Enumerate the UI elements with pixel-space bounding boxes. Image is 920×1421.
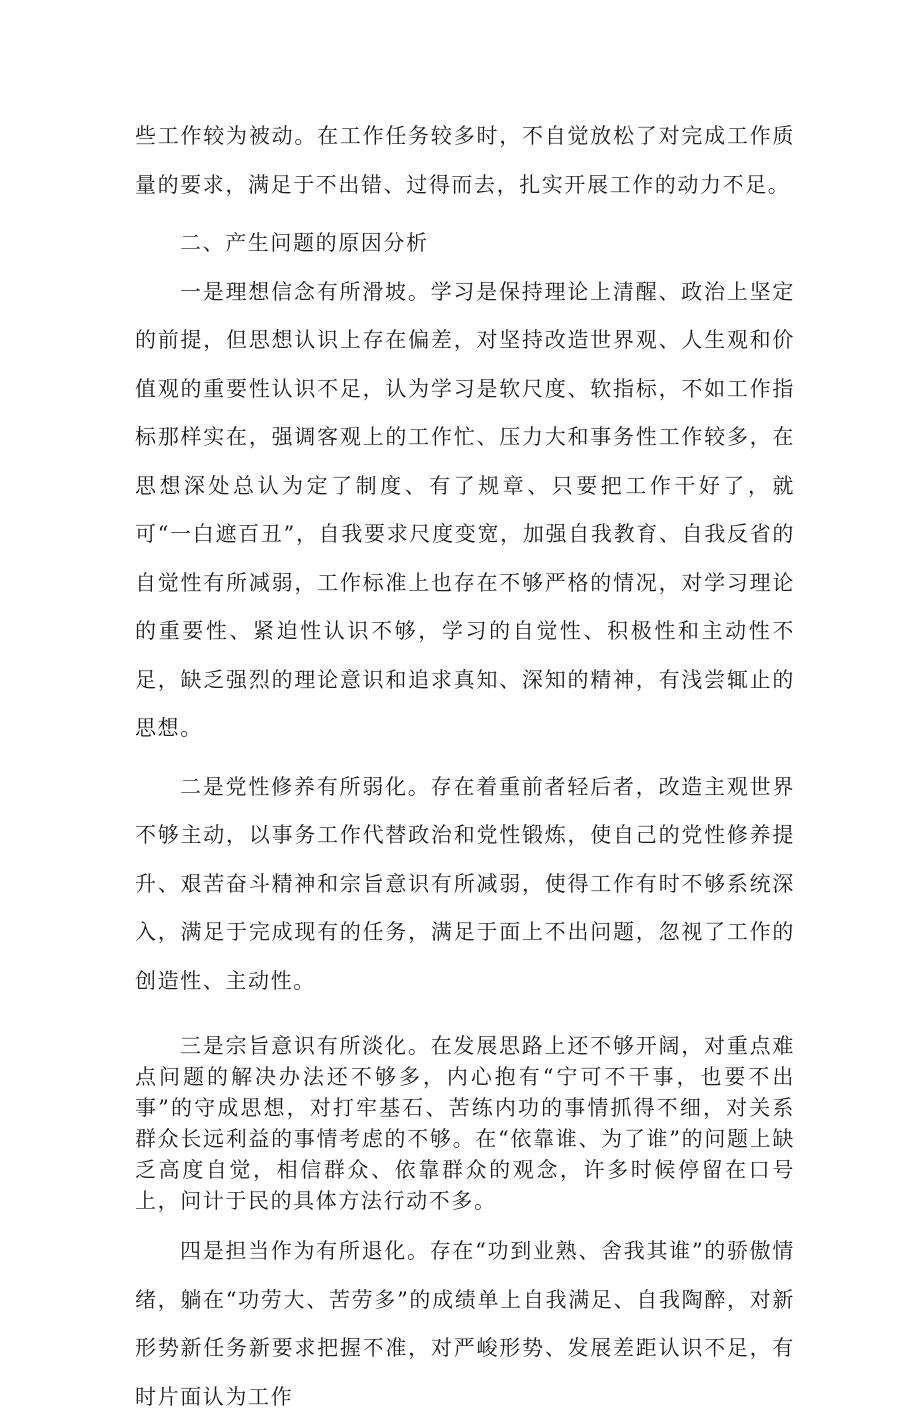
paragraph-ideals: 一是理想信念有所滑坡。学习是保持理论上清醒、政治上坚定的前提，但思想认识上存在偏差，对坚持改造世界观、人生观和价值观的重要性认识不足，认为学习是软尺度、软指标，不如工作指标那样实在，强调客观上的工作忙、压力大和事务性工作较多，在思想深处总认为定了制度、有了规章、只要把工作干好了，就可“一白遮百丑”，自我要求尺度变宽，加强自我教育、自我反省的自觉性有所减弱，工作标准上也存在不够严格的情况，对学习理论的重要性、紧迫性认识不够，学习的自觉性、积极性和主动性不足，缺乏强烈的理论意识和追求真知、深知的精神，有浅尝辄止的思想。 <box>135 279 795 740</box>
document-page <box>135 112 795 1421</box>
section-heading: 二、产生问题的原因分析 <box>180 231 429 255</box>
paragraph-party-spirit: 二是党性修养有所弱化。存在着重前者轻后者，改造主观世界不够主动，以事务工作代替政治和党性锻炼，使自己的党性修养提升、艰苦奋斗精神和宗旨意识有所减弱，使得工作有时不够系统深入，满足于完成现有的任务，满足于面上不出问题，忽视了工作的创造性、主动性。 <box>135 774 795 993</box>
paragraph-purpose: 三是宗旨意识有所淡化。在发展思路上还不够开阔，对重点难点问题的解决办法还不够多，内心抱有“宁可不干事，也要不出事”的守成思想，对打牢基石、苦练内功的事情抓得不细，对关系群众长远利益的事情考虑的不够。在“依靠谁、为了谁”的问题上缺乏高度自觉，相信群众、依靠群众的观念，许多时候停留在口号上，问计于民的具体方法行动不多。 <box>135 1034 795 1213</box>
paragraph-responsibility: 四是担当作为有所退化。存在“功到业熟、舍我其谁”的骄傲情绪，躺在“功劳大、苦劳多”的成绩单上自我满足、自我陶醉，对新形势新任务新要求把握不准，对严峻形势、发展差距认识不足，有时片面认为工作 <box>135 1239 795 1409</box>
paragraph-continued: 些工作较为被动。在工作任务较多时，不自觉放松了对完成工作质量的要求，满足于不出错、过得而去，扎实开展工作的动力不足。 <box>135 124 795 197</box>
